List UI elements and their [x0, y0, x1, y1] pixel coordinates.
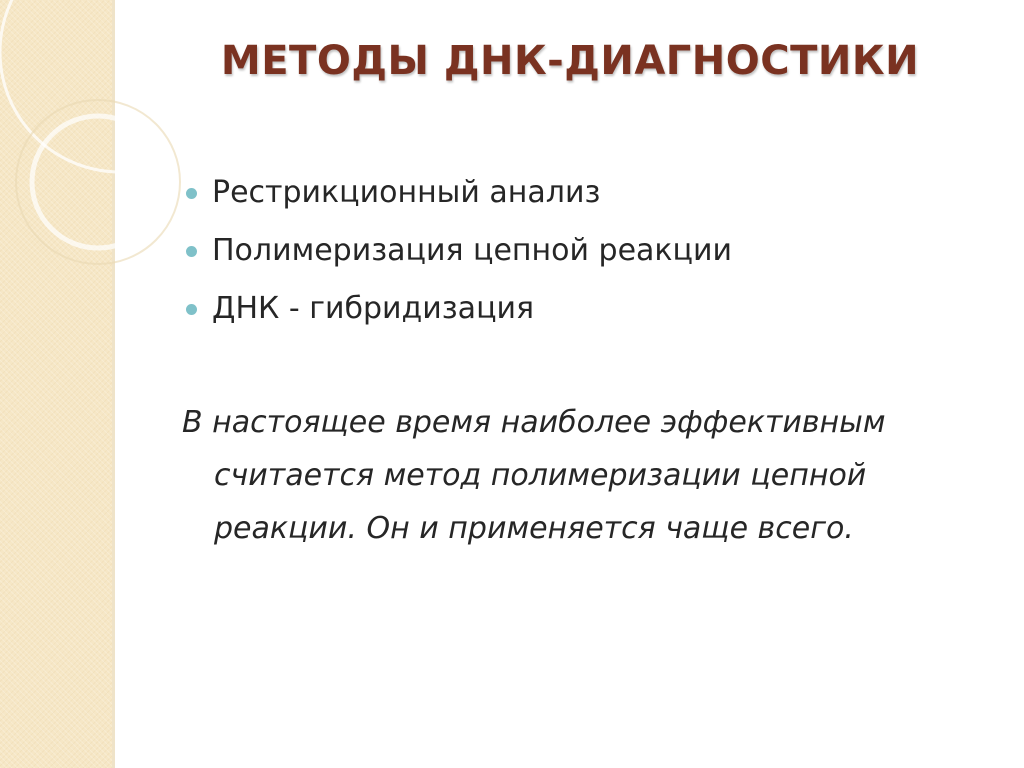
bullet-list	[186, 164, 732, 338]
bullet-dot-icon	[186, 188, 197, 199]
bullet-dot-icon	[186, 304, 197, 315]
list-item	[186, 222, 732, 280]
list-item	[186, 164, 732, 222]
summary-paragraph: В настоящее время наиболее эффективным считается метод полимеризации цепной реакции. Он и применяется чаще всего.	[182, 405, 886, 546]
list-item-text: Полимеризация цепной реакции	[212, 233, 732, 268]
list-item-text: Рестрикционный анализ	[212, 175, 601, 210]
bullet-dot-icon	[186, 246, 197, 257]
list-item	[186, 280, 732, 338]
list-item-text: ДНК - гибридизация	[212, 291, 535, 326]
slide-title: МЕТОДЫ ДНК-ДИАГНОСТИКИ	[220, 38, 920, 84]
